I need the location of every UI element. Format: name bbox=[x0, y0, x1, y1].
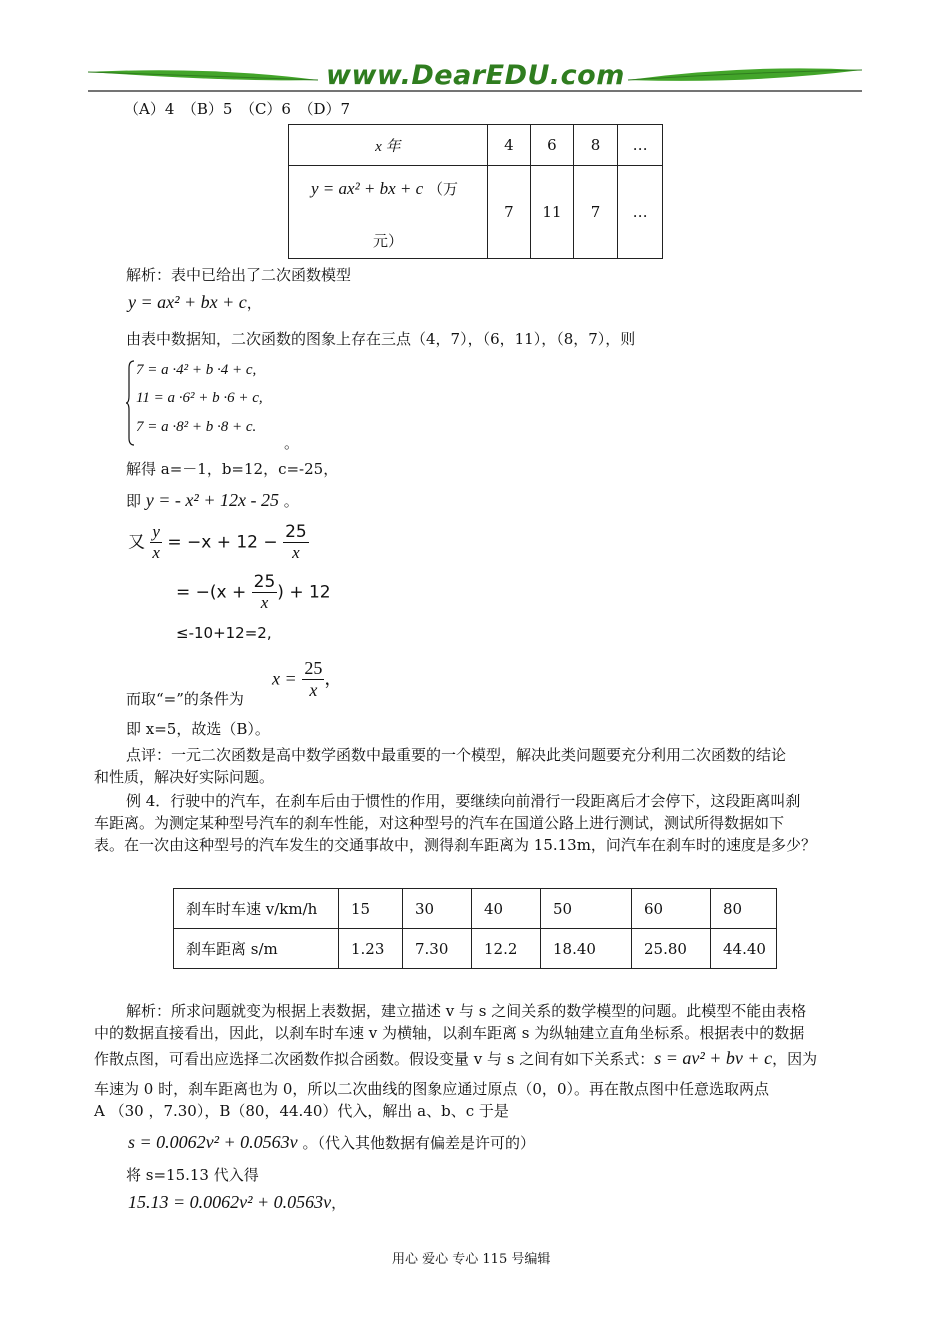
table2-cell: 44.40 bbox=[711, 929, 777, 969]
table1-header-cell: … bbox=[618, 125, 663, 166]
example-line: 表。在一次由这种型号的汽车发生的交通事故中，测得刹车距离为 15.13m，问汽车在刹车时的速度是多少？ bbox=[94, 836, 816, 854]
table2-cell: 30 bbox=[403, 889, 472, 929]
analysis-line: 由表中数据知，二次函数的图象上存在三点（4，7），（6，11），（8，7），则 bbox=[126, 330, 636, 348]
table1-value-cell: 11 bbox=[531, 166, 574, 259]
analysis-line: 解得 a=－1，b=12，c=-25， bbox=[126, 460, 339, 478]
analysis-line: A （30 ，7.30），B（80，44.40）代入，解出 a、b、c 于是 bbox=[94, 1102, 509, 1120]
derivation-line-1: 又 $\frac{y}{x}$ = −x + 12 − $\frac{25}{x}$ bbox=[128, 522, 307, 562]
table2-cell: 40 bbox=[472, 889, 541, 929]
analysis-line: 将 s=15.13 代入得 bbox=[126, 1166, 259, 1184]
data-table-2 bbox=[173, 888, 777, 969]
site-logo: www.DearEDU.com bbox=[326, 60, 625, 91]
table2-cell: 12.2 bbox=[472, 929, 541, 969]
example-line: 车距离。为测定某种型号汽车的刹车性能，对这种型号的汽车在国道公路上进行测试，测试所得数据如下 bbox=[94, 814, 785, 832]
table1-header-cell: 8 bbox=[573, 125, 618, 166]
analysis-line: 即 x=5，故选（B）。 bbox=[126, 720, 270, 738]
formula-line: y = ax² + bx + c， bbox=[128, 292, 262, 312]
table2-cell: 60 bbox=[632, 889, 711, 929]
table2-cell: 25.80 bbox=[632, 929, 711, 969]
table1-value-cell: … bbox=[618, 166, 663, 259]
table1-row-label: y = ax² + bx + c （万 元） bbox=[289, 166, 488, 259]
derivation-line-3: ≤-10+12=2, bbox=[176, 624, 272, 642]
analysis-line: 解析：所求问题就变为根据上表数据，建立描述 v 与 s 之间关系的数学模型的问题。此模型不能由表格 bbox=[126, 1002, 807, 1020]
table2-row-label: 刹车距离 s/m bbox=[174, 929, 339, 969]
table1-header-cell: 6 bbox=[531, 125, 574, 166]
table2-cell: 80 bbox=[711, 889, 777, 929]
table2-cell: 1.23 bbox=[339, 929, 403, 969]
formula-line: s = 0.0062v² + 0.0563v 。（代入其他数据有偏差是许可的） bbox=[128, 1132, 535, 1152]
analysis-line: 解析：表中已给出了二次函数模型 bbox=[126, 266, 352, 284]
table2-cell: 15 bbox=[339, 889, 403, 929]
analysis-line: 车速为 0 时，刹车距离也为 0，所以二次曲线的图象应通过原点（0，0）。再在散点图中任意选取两点 bbox=[94, 1080, 769, 1098]
equation-system: 7 = a ·4² + b ·4 + c, 11 = a ·6² + b ·6 + c, 7 = a ·8² + b ·8 + c. 。 bbox=[126, 358, 296, 448]
formula-line: 15.13 = 0.0062v² + 0.0563v， bbox=[128, 1192, 347, 1212]
data-table-1 bbox=[288, 124, 663, 259]
comment-line: 和性质，解决好实际问题。 bbox=[94, 768, 275, 786]
formula-line: 即 y = - x² + 12x - 25 。 bbox=[126, 490, 299, 510]
derivation-line-2: = −(x + $\frac{25}{x}$ ) + 12 bbox=[176, 572, 331, 612]
condition-line: 而取“=”的条件为 bbox=[126, 690, 244, 708]
table1-value-cell: 7 bbox=[487, 166, 531, 259]
table1-header-cell: 4 bbox=[487, 125, 531, 166]
example-line: 例 4．行驶中的汽车，在刹车后由于惯性的作用，要继续向前滑行一段距离后才会停下，这段距离叫刹 bbox=[126, 792, 801, 810]
page-header bbox=[88, 58, 862, 98]
table2-cell: 18.40 bbox=[541, 929, 632, 969]
page-footer: 用心 爱心 专心 115 号编辑 bbox=[392, 1252, 551, 1267]
table2-cell: 50 bbox=[541, 889, 632, 929]
comment-line: 点评：一元二次函数是高中数学函数中最重要的一个模型，解决此类问题要充分利用二次函数的结论 bbox=[126, 746, 787, 764]
analysis-line: 中的数据直接看出，因此，以刹车时车速 v 为横轴，以刹车距离 s 为纵轴建立直角坐标系。根据表中的数据 bbox=[94, 1024, 805, 1042]
table1-header-label: x 年 bbox=[289, 125, 488, 166]
condition-formula: x = $\frac{25}{x}$ ， bbox=[272, 658, 343, 700]
table1-value-cell: 7 bbox=[573, 166, 618, 259]
answer-options: （A）4 （B）5 （C）6 （D）7 bbox=[124, 100, 351, 118]
left-brace-icon bbox=[126, 360, 136, 446]
analysis-line: 作散点图，可看出应选择二次函数作拟合函数。假设变量 v 与 s 之间有如下关系式：s = av² + bv + c，因为 bbox=[94, 1048, 818, 1068]
table2-row-label: 刹车时车速 v/km/h bbox=[174, 889, 339, 929]
table2-cell: 7.30 bbox=[403, 929, 472, 969]
